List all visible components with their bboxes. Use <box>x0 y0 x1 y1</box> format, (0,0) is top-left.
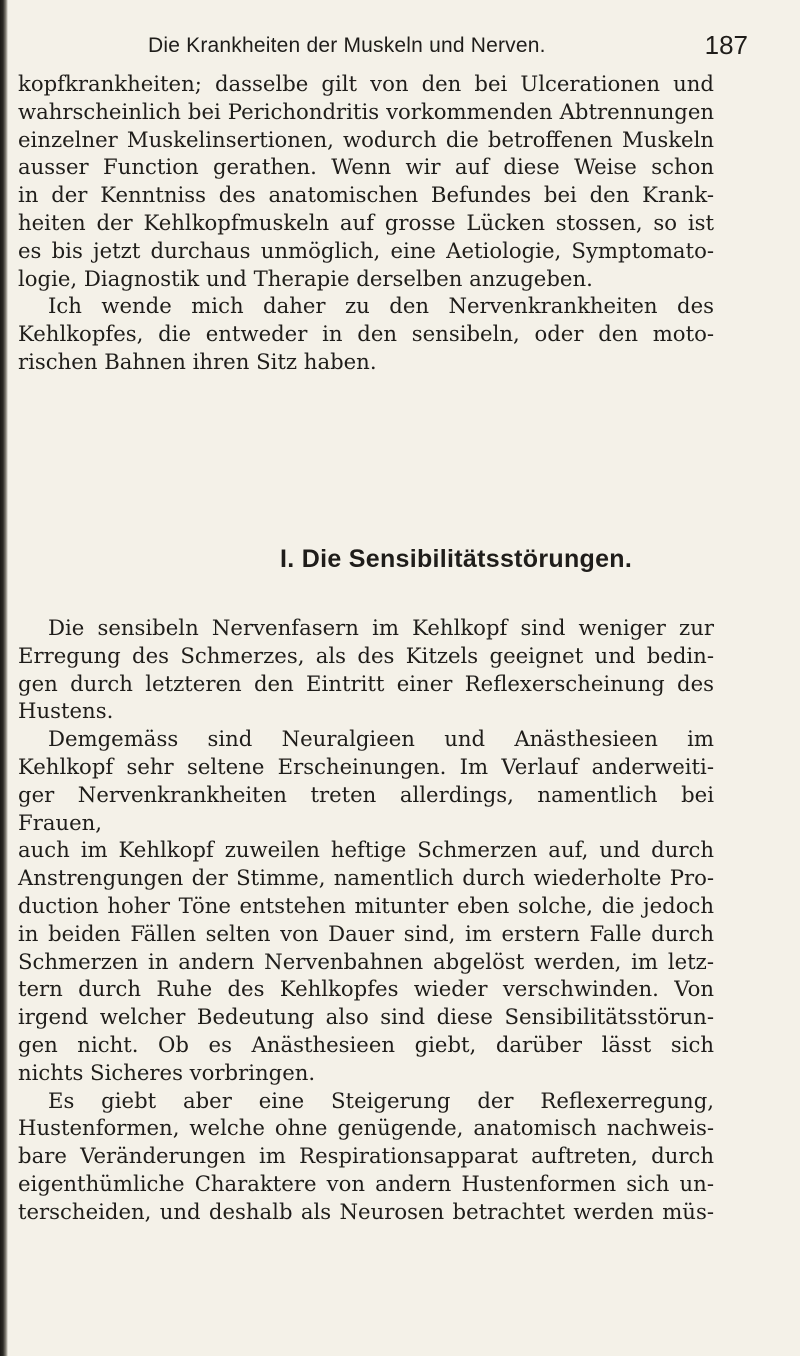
text-line: logie, Diagnostik und Therapie derselben anzugeben. <box>18 265 593 291</box>
text-line: Ich wende mich daher zu den Nervenkrankheiten des <box>48 293 714 319</box>
paragraph-5 <box>18 1087 714 1226</box>
section-heading: I. Die Sensibilitätsstörungen. <box>280 545 633 573</box>
text-line: wahrscheinlich bei Perichondritis vorkommenden Abtrennungen <box>18 98 714 124</box>
text-line: in beiden Fällen selten von Dauer sind, im erstern Falle durch <box>18 920 714 946</box>
text-line: Es giebt aber eine Steigerung der Reflexerregung, <box>48 1087 714 1113</box>
paragraph-2 <box>18 292 714 375</box>
text-line: Schmerzen in andern Nervenbahnen abgelöst werden, im letz- <box>18 948 714 974</box>
paragraph-4 <box>18 725 714 1086</box>
paragraph-3 <box>18 614 714 725</box>
text-block-upper <box>18 70 714 376</box>
text-line: bare Veränderungen im Respirationsapparat auftreten, durch <box>18 1143 714 1169</box>
text-line: ausser Function gerathen. Wenn wir auf diese Weise schon <box>18 154 714 180</box>
text-line: einzelner Muskelinsertionen, wodurch die betroffenen Muskeln <box>18 126 714 152</box>
page-header <box>148 30 748 70</box>
text-line: gen durch letzteren den Eintritt einer Reflexerscheinung des <box>18 670 714 696</box>
text-line: Hustens. <box>18 698 114 724</box>
page-number: 187 <box>704 30 748 60</box>
text-line: duction hoher Töne entstehen mitunter eben solche, die jedoch <box>18 892 714 918</box>
running-title: Die Krankheiten der Muskeln und Nerven. <box>148 34 546 57</box>
text-line: Anstrengungen der Stimme, namentlich durch wiederholte Pro- <box>18 865 714 891</box>
text-line: es bis jetzt durchaus unmöglich, eine Aetiologie, Symptomato- <box>18 237 714 263</box>
text-line: Kehlkopfes, die entweder in den sensibeln, oder den moto- <box>18 321 714 347</box>
text-line: gen nicht. Ob es Anästhesieen giebt, darüber lässt sich <box>18 1031 714 1057</box>
text-line: Erregung des Schmerzes, als des Kitzels geeignet und bedin- <box>18 642 714 668</box>
text-line: terscheiden, und deshalb als Neurosen betrachtet werden müs- <box>18 1198 714 1224</box>
text-line: heiten der Kehlkopfmuskeln auf grosse Lücken stossen, so ist <box>18 209 714 235</box>
text-line: ger Nervenkrankheiten treten allerdings, namentlich bei Frauen, <box>18 781 714 835</box>
paragraph-1 <box>18 70 714 292</box>
text-line: Kehlkopf sehr seltene Erscheinungen. Im Verlauf anderweiti- <box>18 753 714 779</box>
text-line: rischen Bahnen ihren Sitz haben. <box>18 348 377 374</box>
text-line: Die sensibeln Nervenfasern im Kehlkopf sind weniger zur <box>48 615 714 640</box>
text-line: irgend welcher Bedeutung also sind diese Sensibilitätsstörun- <box>18 1004 714 1030</box>
text-line: in der Kenntniss des anatomischen Befundes bei den Krank- <box>18 182 714 208</box>
text-line: Demgemäss sind Neuralgieen und Anästhesieen im <box>48 726 714 752</box>
text-line: nichts Sicheres vorbringen. <box>18 1059 316 1085</box>
text-line: tern durch Ruhe des Kehlkopfes wieder verschwinden. Von <box>18 976 714 1002</box>
text-line: Hustenformen, welche ohne genügende, anatomisch nachweis- <box>18 1115 714 1141</box>
text-line: auch im Kehlkopf zuweilen heftige Schmerzen auf, und durch <box>18 837 714 863</box>
text-line: eigenthümliche Charaktere von andern Hustenformen sich un- <box>18 1170 714 1196</box>
text-line: kopfkrankheiten; dasselbe gilt von den bei Ulcerationen und <box>18 71 714 96</box>
text-block-lower <box>18 614 714 1226</box>
binding-shadow <box>0 0 8 1356</box>
